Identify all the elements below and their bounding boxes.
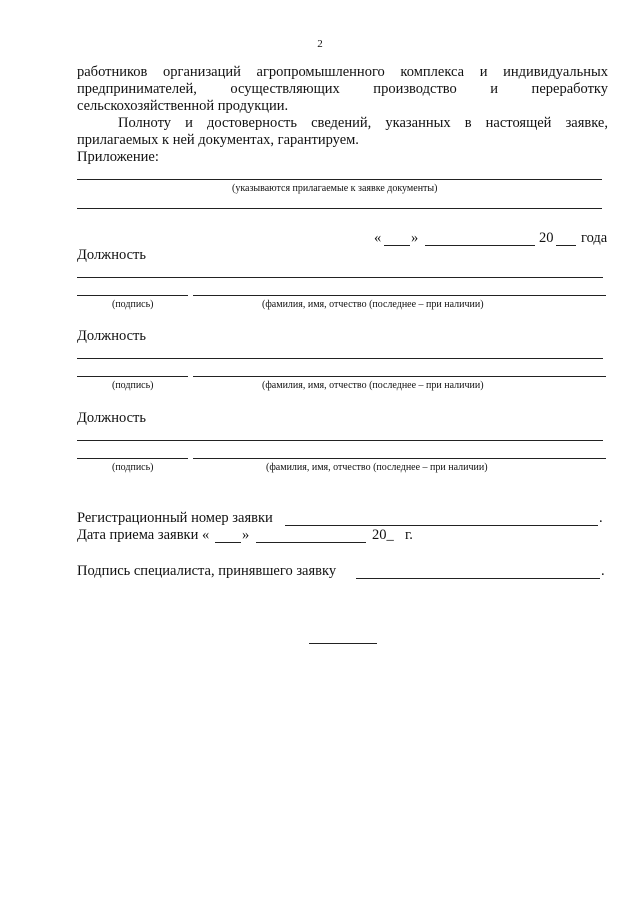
receipt-year: 20_ (372, 527, 394, 543)
text-line: Полноту и достоверность сведений, указанных в настоящей заявке, (118, 115, 608, 131)
text-line: предпринимателей, осуществляющих производство и переработку (77, 81, 608, 97)
position-line (77, 277, 603, 278)
receipt-day-blank (215, 542, 241, 543)
full-name-caption: (фамилия, имя, отчество (последнее – при наличии) (262, 299, 484, 310)
date-close-quote: » (411, 230, 419, 246)
date-year-prefix: 20 (539, 230, 554, 246)
position-label: Должность (77, 410, 146, 426)
date-year-blank (556, 245, 576, 246)
date-year-word: года (581, 230, 608, 246)
position-label: Должность (77, 247, 146, 263)
attachment-line (77, 179, 602, 180)
position-line (77, 440, 603, 441)
full-name-line (193, 295, 606, 296)
receipt-date-label: Дата приема заявки « (77, 527, 210, 543)
registration-number-blank (285, 525, 598, 526)
specialist-signature-label: Подпись специалиста, принявшего заявку (77, 563, 337, 579)
specialist-signature-end: . (601, 563, 605, 579)
specialist-signature-blank (356, 578, 600, 579)
text-line: сельскохозяйственной продукции. (77, 98, 289, 114)
full-name-line (193, 458, 606, 459)
attachment-caption: (указываются прилагаемые к заявке документы) (232, 183, 438, 194)
page-number: 2 (317, 38, 323, 50)
date-day-blank (384, 245, 410, 246)
registration-number-label: Регистрационный номер заявки (77, 510, 273, 526)
full-name-caption: (фамилия, имя, отчество (последнее – при наличии) (262, 380, 484, 391)
attachment-line (77, 208, 602, 209)
signature-caption: (подпись) (112, 299, 154, 310)
signature-line (77, 458, 188, 459)
signature-line (77, 295, 188, 296)
signature-caption: (подпись) (112, 462, 154, 473)
position-line (77, 358, 603, 359)
full-name-line (193, 376, 606, 377)
text-line: прилагаемых к ней документах, гарантируем. (77, 132, 359, 148)
full-name-caption: (фамилия, имя, отчество (последнее – при наличии) (266, 462, 488, 473)
end-of-document-rule (309, 643, 377, 644)
position-label: Должность (77, 328, 146, 344)
text-line: работников организаций агропромышленного комплекса и индивидуальных (77, 64, 608, 80)
registration-number-end: . (599, 510, 603, 526)
attachment-label: Приложение: (77, 149, 159, 165)
guarantee-paragraph (77, 115, 608, 149)
date-month-blank (425, 245, 535, 246)
signature-caption: (подпись) (112, 380, 154, 391)
date-open-quote: « (374, 230, 382, 246)
receipt-date-close-quote: » (242, 527, 250, 543)
receipt-year-suffix: г. (405, 527, 413, 543)
receipt-month-blank (256, 542, 366, 543)
paragraph-continuation (77, 64, 608, 115)
signature-line (77, 376, 188, 377)
